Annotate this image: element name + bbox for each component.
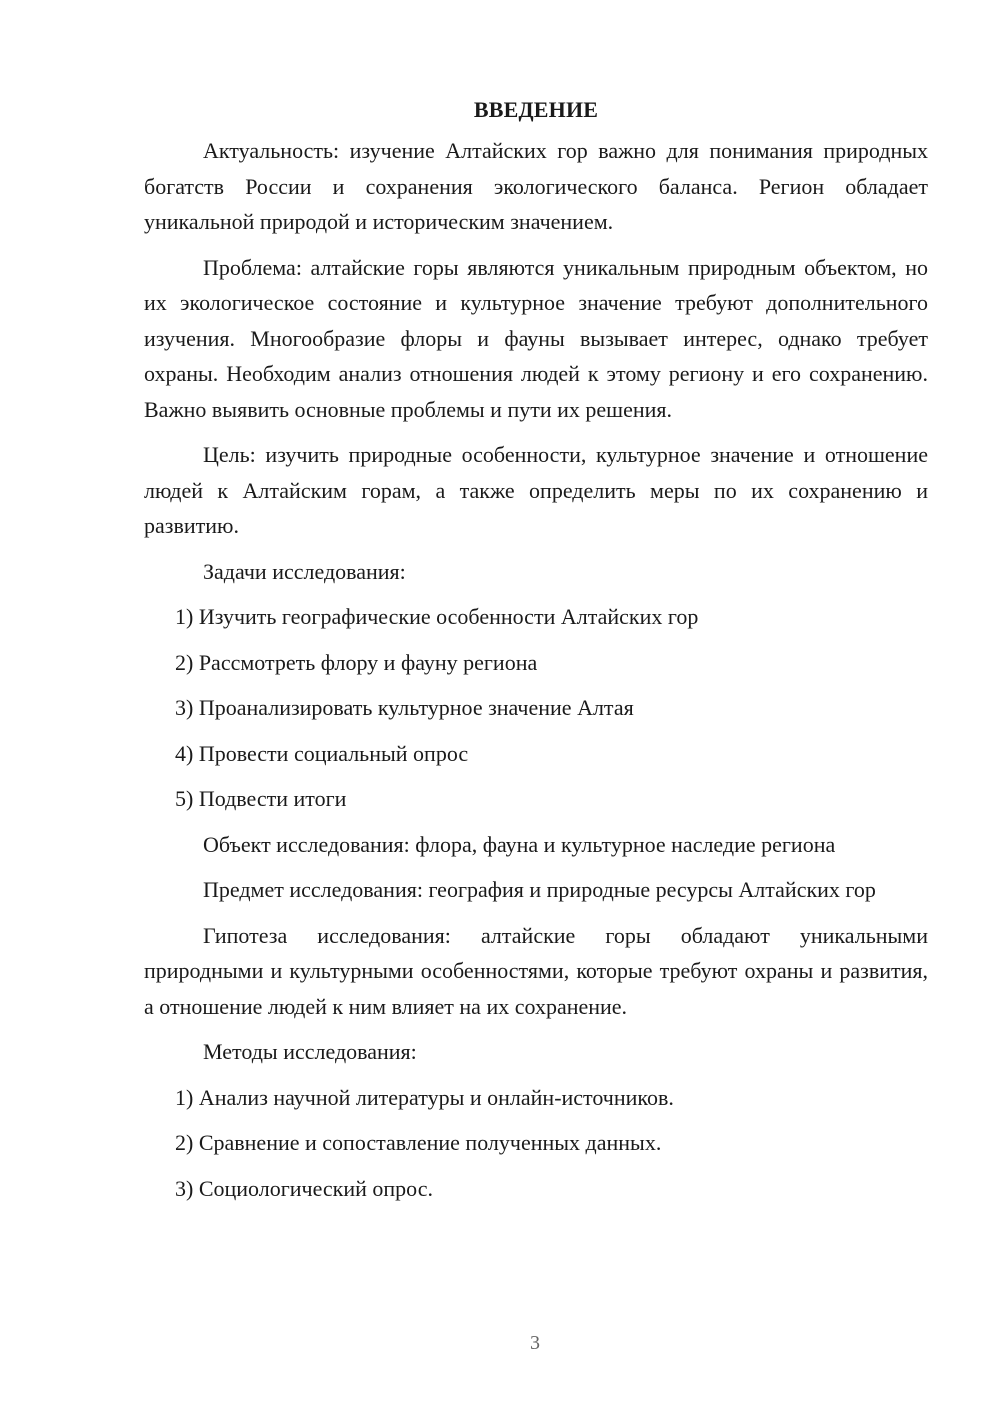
list-item: 4) Провести социальный опрос bbox=[175, 740, 469, 766]
page-number: 3 bbox=[530, 1332, 540, 1354]
list-item: 3) Проанализировать культурное значение Алтая bbox=[175, 695, 634, 720]
methods-heading: Методы исследования: bbox=[203, 1039, 417, 1064]
object-paragraph: Объект исследования: флора, фауна и культурное наследие региона bbox=[203, 831, 836, 857]
page-title: ВВЕДЕНИЕ bbox=[473, 97, 599, 122]
tasks-heading: Задачи исследования: bbox=[203, 558, 406, 584]
list-item: 2) Рассмотреть флору и фауну региона bbox=[175, 649, 538, 675]
list-item: 5) Подвести итоги bbox=[175, 786, 347, 811]
goal-paragraph: Цель: изучить природные особенности, культурное значение и отношение людей к Алтайским горам, а также определить меры по их сохранению и развитию. bbox=[144, 442, 928, 538]
relevance-paragraph: Актуальность: изучение Алтайских гор важно для понимания природных богатств России и сохранения экологического баланса. Регион обладает уникальной природой и историческим значением. bbox=[144, 138, 928, 234]
hypothesis-paragraph: Гипотеза исследования: алтайские горы обладают уникальными природными и культурными особенностями, которые требуют охраны и развития, а отношение людей к ним влияет на их сохранение. bbox=[144, 922, 928, 1019]
methods-list bbox=[144, 1080, 928, 1207]
tasks-list bbox=[144, 599, 928, 817]
problem-paragraph: Проблема: алтайские горы являются уникальным природным объектом, но их экологическое состояние и культурное значение требуют дополнительного изучения. Многообразие флоры и фауны вызывает интерес, однако требует охраны. Необходим анализ отношения людей к этому региону и его сохранению. Важно выявить основные проблемы и пути их решения. bbox=[144, 254, 928, 422]
list-item: 1) Анализ научной литературы и онлайн-источников. bbox=[175, 1084, 674, 1110]
list-item: 1) Изучить географические особенности Алтайских гор bbox=[175, 604, 699, 629]
subject-paragraph: Предмет исследования: география и природные ресурсы Алтайских гор bbox=[203, 877, 876, 902]
list-item: 2) Сравнение и сопоставление полученных данных. bbox=[175, 1130, 662, 1155]
list-item: 3) Социологический опрос. bbox=[175, 1175, 433, 1201]
document-page bbox=[144, 92, 928, 1216]
